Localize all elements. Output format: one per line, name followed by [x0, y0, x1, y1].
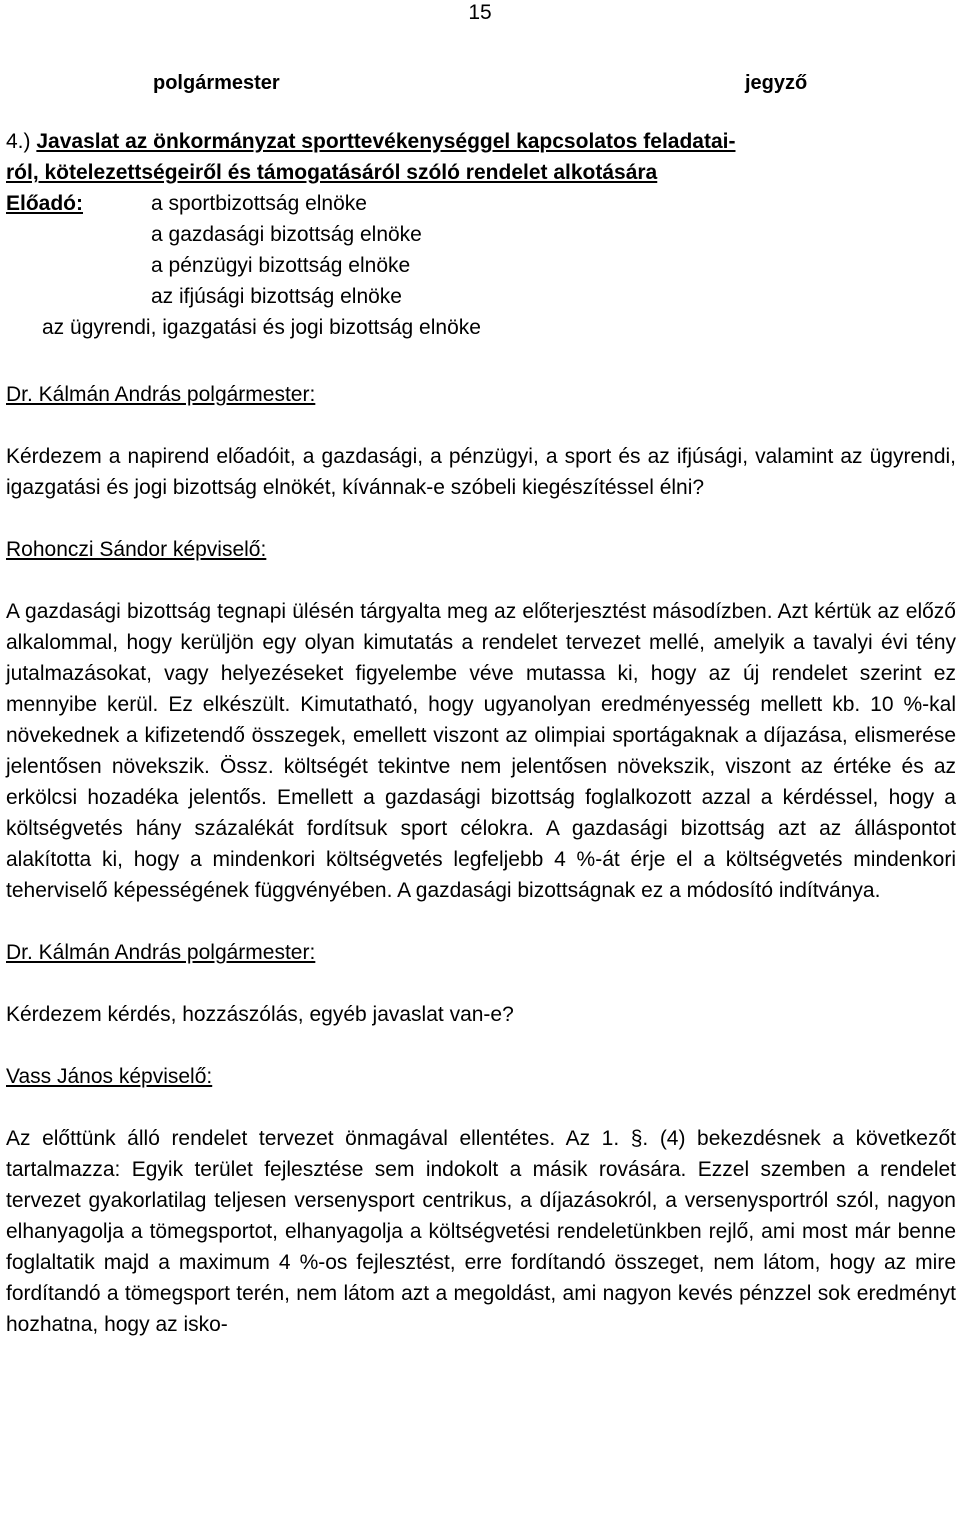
presenter-item: a sportbizottság elnöke: [151, 192, 367, 215]
speech-paragraph: Kérdezem a napirend előadóit, a gazdasági, a pénzügyi, a sport és az ifjúsági, valamint az ügyrendi, igazgatási és jogi bizottság elnökét, kívánnak-e szóbeli kiegészítéssel élni?: [6, 445, 956, 499]
transcript: [6, 379, 956, 1340]
presenter-item: a pénzügyi bizottság elnöke: [151, 254, 411, 277]
agenda-item: [6, 126, 956, 188]
signature-notary: jegyző: [745, 72, 808, 94]
agenda-title-line-2: ról, kötelezettségeiről és támogatásáról szóló rendelet alkotására: [6, 161, 658, 184]
speaker-name: Dr. Kálmán András polgármester:: [6, 383, 316, 406]
speech-paragraph: Kérdezem kérdés, hozzászólás, egyéb javaslat van-e?: [6, 1003, 514, 1026]
speech-paragraph: A gazdasági bizottság tegnapi ülésén tárgyalta meg az előterjesztést másodízben. Azt kértük az előző alkalommal, hogy kerüljön egy olyan kimutatás a rendelet tervezet mellé, amelyik a tavalyi évi tény jutalmazásokat, vagy helyezéseket figyelembe véve mutassa ki, hogy az új rendelet szerint ez mennyibe kerül. Ez elkészült. Kimutatható, hogy ugyanolyan eredményesség mellett kb. 10 %-kal növekednek a kifizetendő összegek, emellett viszont az olimpiai sportágaknak a díjazása, elismerése jelentősen növekszik. Össz. költségét tekintve nem jelentősen növekszik, viszont az értéke és az erkölcsi hozadéka jelentős. Emellett a gazdasági bizottság foglalkozott azzal a kérdéssel, hogy a költségvetés hány százalékát fordítsuk sport célokra. A gazdasági bizottság azt az álláspontot alakította ki, hogy a mindenkori költségvetés legfeljebb 4 %-át érje el a költségvetés mindenkori teherviselő képességének függvényében. A gazdasági bizottságnak ez a módosító indítványa.: [6, 600, 956, 902]
agenda-title-part-1: Javaslat az önkormányzat sporttevékenységgel kapcsolatos feladatai-: [36, 130, 736, 153]
presenter-item: a gazdasági bizottság elnöke: [151, 223, 422, 246]
presenters-label: Előadó:: [6, 192, 83, 215]
speaker-name: Rohonczi Sándor képviselő:: [6, 538, 267, 561]
speech-paragraph: Az előttünk álló rendelet tervezet önmagával ellentétes. Az 1. §. (4) bekezdésnek a következőt tartalmazza: Egyik terület fejlesztése sem indokolt a másik rovására. Ezzel szemben a rendelet tervezet gyakorlatilag teljesen versenysport centrikus, a díjazásokról, a versenysportról szól, nagyon elhanyagolja a tömegsportot, elhanyagolja a költségvetési rendeletünkben rejlő, ami most már benne foglaltatik majd a maximum 4 %-os fejlesztést, erre fordítandó összeget, nem látom, hogy az mire fordítandó a tömegsport terén, nem látom azt a megoldást, ami nagyon kevés pénzzel sok eredményt hozhatna, hogy az isko-: [6, 1127, 956, 1336]
presenter-item: az ifjúsági bizottság elnöke: [151, 285, 402, 308]
agenda-number: 4.): [6, 130, 31, 153]
agenda-title-line-1: [6, 126, 956, 157]
signature-mayor: polgármester: [153, 72, 280, 94]
speaker-name: Vass János képviselő:: [6, 1065, 213, 1088]
presenter-item: az ügyrendi, igazgatási és jogi bizottság elnöke: [42, 316, 481, 339]
speaker-name: Dr. Kálmán András polgármester:: [6, 941, 316, 964]
page-number: 15: [468, 1, 492, 24]
